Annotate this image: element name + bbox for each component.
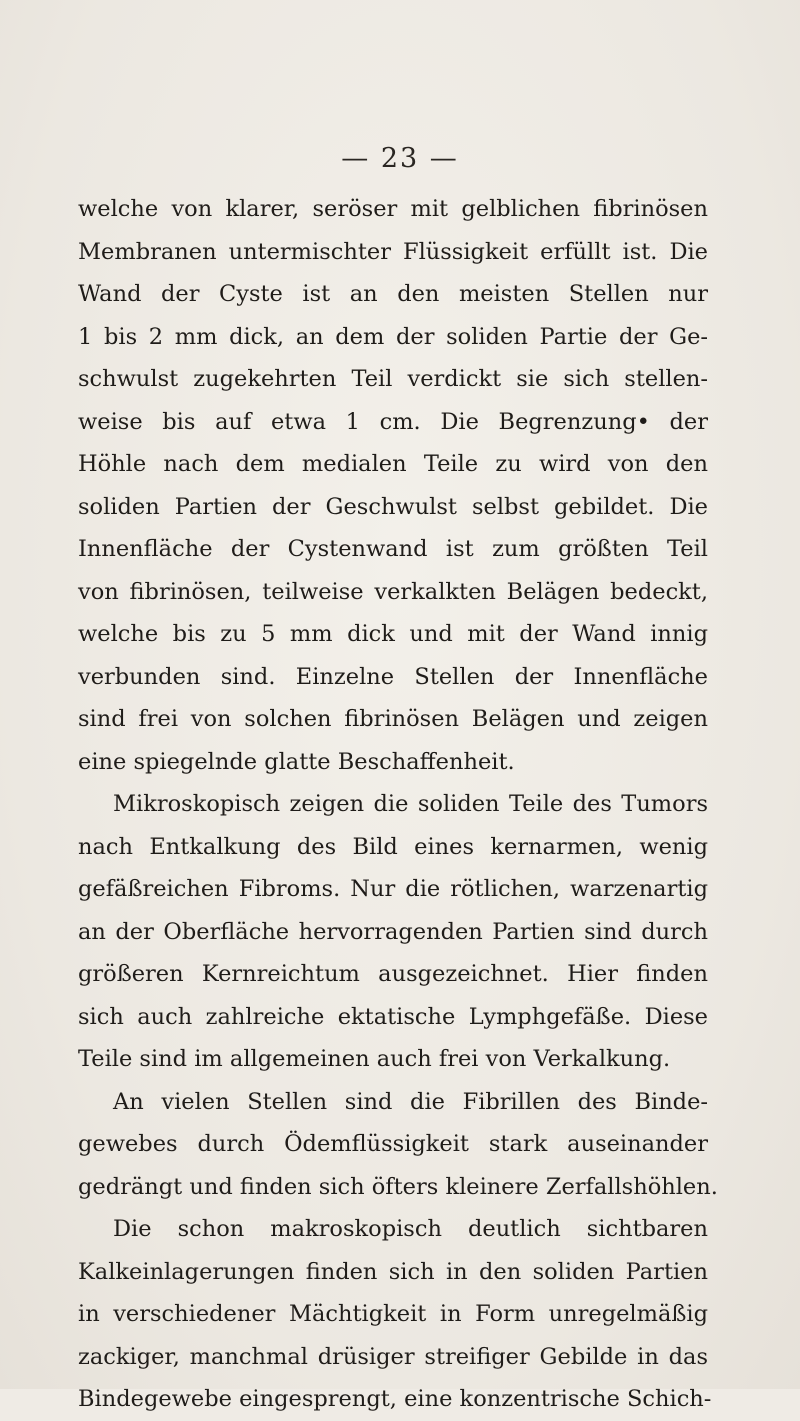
text-line: welche bis zu 5 mm dick und mit der Wand innig bbox=[78, 621, 708, 647]
text-line: weise bis auf etwa 1 cm. Die Begrenzung• der bbox=[78, 408, 708, 435]
text-line: soliden Partien der Geschwulst selbst gebildet. Die bbox=[78, 493, 708, 520]
paragraph-end-line: Teile sind im allgemeinen auch frei von Verkalkung. bbox=[78, 1046, 671, 1072]
page-number: — 23 — bbox=[341, 143, 459, 174]
text-line: 1 bis 2 mm dick, an dem der soliden Partie der Ge- bbox=[78, 323, 708, 350]
text-line: schwulst zugekehrten Teil verdickt sie sich stellen- bbox=[78, 366, 708, 392]
text-line: gefäßreichen Fibroms. Nur die rötlichen, warzenartig bbox=[78, 876, 708, 902]
paragraph-start-line: An vielen Stellen sind die Fibrillen des Binde- bbox=[113, 1088, 708, 1115]
text-line: an der Oberfläche hervorragenden Partien sind durch bbox=[78, 918, 708, 945]
paragraph-start-line: Die schon makroskopisch deutlich sichtbaren bbox=[113, 1216, 708, 1242]
text-line: Membranen untermischter Flüssigkeit erfüllt ist. Die bbox=[78, 238, 708, 265]
text-line: in verschiedener Mächtigkeit in Form unregelmäßig bbox=[78, 1301, 708, 1327]
text-line: Kalkeinlagerungen finden sich in den soliden Partien bbox=[78, 1258, 708, 1285]
text-line: verbunden sind. Einzelne Stellen der Innenfläche bbox=[78, 663, 708, 690]
text-line: sich auch zahlreiche ektatische Lymphgefäße. Diese bbox=[78, 1003, 708, 1030]
paragraph-start-line: Mikroskopisch zeigen die soliden Teile des Tumors bbox=[113, 791, 708, 817]
text-line: Höhle nach dem medialen Teile zu wird von den bbox=[78, 451, 708, 477]
text-line: zackiger, manchmal drüsiger streifiger Gebilde in das bbox=[78, 1343, 708, 1370]
paragraph-end-line: eine spiegelnde glatte Beschaffenheit. bbox=[78, 748, 515, 775]
text-line: größeren Kernreichtum ausgezeichnet. Hier finden bbox=[78, 961, 708, 987]
text-line: Bindegewebe eingesprengt, eine konzentrische Schich- bbox=[78, 1386, 712, 1412]
text-line: sind frei von solchen fibrinösen Belägen und zeigen bbox=[78, 706, 708, 732]
text-line: Innenfläche der Cystenwand ist zum größten Teil bbox=[78, 536, 708, 562]
paragraph-end-line: gedrängt und finden sich öfters kleinere Zerfallshöhlen. bbox=[78, 1173, 718, 1200]
text-line: nach Entkalkung des Bild eines kernarmen, wenig bbox=[78, 833, 708, 860]
text-line: Wand der Cyste ist an den meisten Stellen nur bbox=[78, 281, 708, 307]
text-line: von fibrinösen, teilweise verkalkten Belägen bedeckt, bbox=[78, 578, 708, 605]
text-line: welche von klarer, seröser mit gelblichen fibrinösen bbox=[78, 196, 708, 222]
text-line: gewebes durch Ödemflüssigkeit stark auseinander bbox=[78, 1131, 708, 1157]
body-text bbox=[78, 188, 718, 1421]
